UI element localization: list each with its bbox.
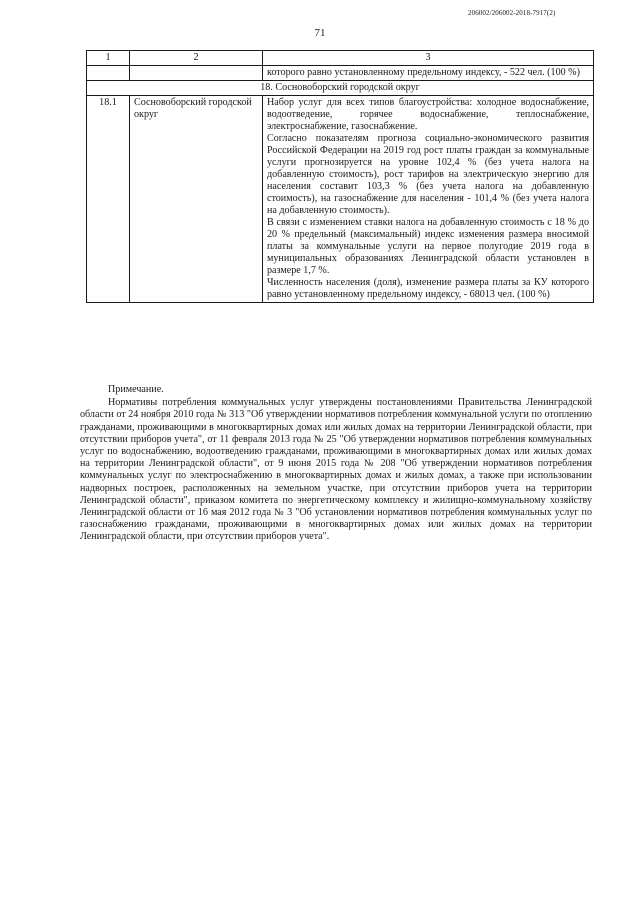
col-header-1: 1 (87, 51, 130, 66)
table-row (87, 96, 594, 303)
note-section (80, 384, 592, 544)
col-header-2: 2 (130, 51, 263, 66)
row-paragraph: Согласно показателям прогноза социально-экономического развития Российской Федерации на 2019 год рост платы граждан за коммунальные услуги прогнозируется на уровне 102,4 % (без учета налога на добавленную стоимость), рост тарифов на электрическую энергию для населения составит 103,3 % (без учета налога на добавленную стоимость), на газоснабжение для населения - 101,4 % (без учета налога на добавленную стоимость). (267, 133, 589, 216)
tariff-table (86, 50, 594, 303)
table-header-row (87, 51, 594, 66)
document-id: 206002/206002-2018-7917(2) (468, 9, 556, 17)
continuation-row (87, 66, 594, 81)
row-paragraph: В связи с изменением ставки налога на добавленную стоимость с 18 % до 20 % предельный (максимальный) индекс изменения размера вносимой платы за коммунальные услуги на первое полугодие 2019 года в муниципальных образованиях Ленинградской области установлен в размере 1,7 %. (267, 217, 589, 276)
row-number: 18.1 (87, 96, 130, 303)
row-paragraph: Численность населения (доля), изменение размера платы за КУ которого равно установленному предельному индексу, - 68013 чел. (100 %) (267, 277, 589, 300)
continuation-text: которого равно установленному предельному индексу, - 522 чел. (100 %) (263, 66, 594, 81)
note-body: Нормативы потребления коммунальных услуг утверждены постановлениями Правительства Ленинградской области от 24 ноября 2010 года № 313 "Об утверждении нормативов потребления коммунальной услуги по отоплению гражданами, проживающими в многоквартирных домах или жилых домах на территории Ленинградской области, при отсутствии приборов учета", от 11 февраля 2013 года № 25 "Об утверждении нормативов потребления коммунальных услуг по водоснабжению, водоотведению гражданами, проживающими в многоквартирных домах или жилых домах на территории Ленинградской области", от 9 июня 2015 года № 208 "Об утверждении нормативов потребления коммунальных услуг по электроснабжению в многоквартирных домах и жилых домах, а также при использовании надворных построек, расположенных на земельном участке, при отсутствии приборов учета на территории Ленинградской области", приказом комитета по энергетическому комплексу и жилищно-коммунальному хозяйству Ленинградской области от 16 мая 2012 года № 3 "Об установлении нормативов потребления коммунальных услуг по газоснабжению гражданами, проживающими в многоквартирных домах или жилых домах на территории Ленинградской области, при отсутствии приборов учета". (80, 397, 592, 543)
note-title: Примечание. (108, 384, 164, 395)
col-header-3: 3 (263, 51, 594, 66)
section-title: 18. Сосновоборский городской округ (87, 81, 594, 96)
row-description (263, 96, 594, 303)
row-municipality-name: Сосновоборский городской округ (130, 96, 263, 303)
page-number: 71 (314, 27, 326, 39)
row-paragraph: Набор услуг для всех типов благоустройства: холодное водоснабжение, водоотведение, горячее водоснабжение, теплоснабжение, электроснабжение, газоснабжение. (267, 97, 589, 132)
section-row (87, 81, 594, 96)
